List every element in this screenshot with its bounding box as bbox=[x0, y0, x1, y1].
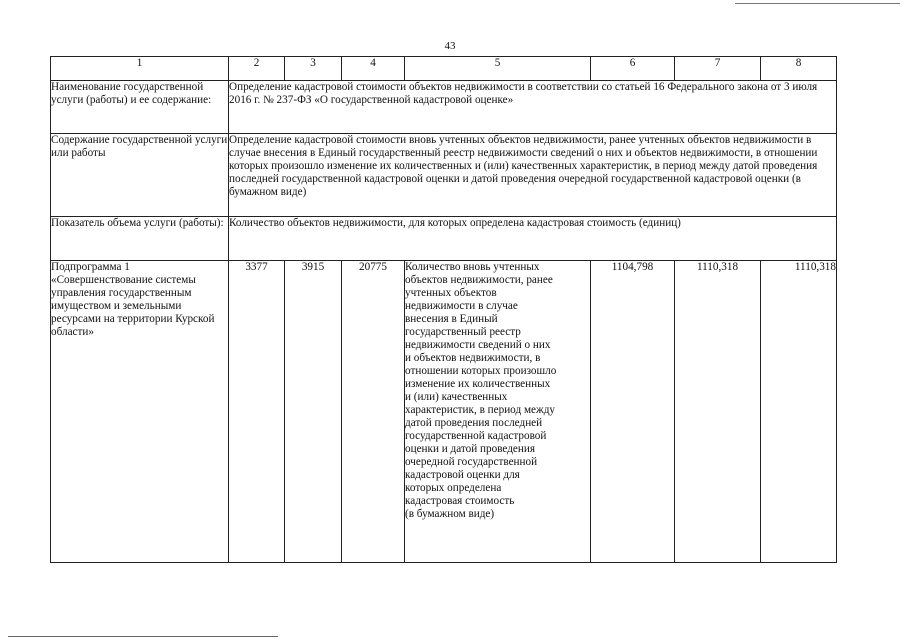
row-content: Определение кадастровой стоимости объектов недвижимости в соответствии со статьей 16 Федерального закона от 3 июля 2016 г. № 237-ФЗ «О государственной кадастровой оценке» bbox=[229, 81, 837, 134]
row-label: Содержание государственной услуги или работы bbox=[51, 134, 229, 217]
description-line: учтенных объектов bbox=[405, 287, 497, 299]
value-col-3: 3915 bbox=[285, 261, 342, 563]
description-line: (в бумажном виде) bbox=[405, 508, 495, 520]
description-line: недвижимости сведений о них bbox=[405, 339, 551, 351]
description-line: Количество вновь учтенных bbox=[405, 261, 540, 273]
description-line: очередной государственной bbox=[405, 456, 538, 468]
value-col-4: 20775 bbox=[342, 261, 405, 563]
column-number-row bbox=[51, 57, 837, 81]
subprogram-table bbox=[50, 56, 837, 563]
indicator-description bbox=[405, 261, 591, 563]
value-col-6: 1104,798 bbox=[591, 261, 675, 563]
description-line: характеристик, в период между bbox=[405, 404, 555, 416]
description-line: датой проведения последней bbox=[405, 417, 543, 429]
col-header-8: 8 bbox=[761, 57, 837, 81]
row-content: Количество объектов недвижимости, для которых определена кадастровая стоимость (единиц) bbox=[229, 217, 837, 261]
description-line: недвижимости в случае bbox=[405, 300, 518, 312]
description-line: и (или) качественных bbox=[405, 391, 508, 403]
col-header-6: 6 bbox=[591, 57, 675, 81]
description-line: внесения в Единый bbox=[405, 313, 498, 325]
col-header-3: 3 bbox=[285, 57, 342, 81]
value-col-2: 3377 bbox=[229, 261, 285, 563]
volume-indicator-row bbox=[51, 217, 837, 261]
description-line: оценки и датой проведения bbox=[405, 443, 536, 455]
row-content: Определение кадастровой стоимости вновь учтенных объектов недвижимости, ранее учтенных объектов недвижимости в случае внесения в Единый государственный реестр недвижимости сведений о них и объектов недвижимости, в отношении которых произошло изменение их количественных и (или) качественных характеристик, в период между датой проведения последней государственной кадастровой оценки и датой проведения очередной государственной кадастровой оценки (в бумажном виде) bbox=[229, 134, 837, 217]
col-header-4: 4 bbox=[342, 57, 405, 81]
description-line: изменение их количественных bbox=[405, 378, 551, 390]
value-col-8: 1110,318 bbox=[761, 261, 837, 563]
col-header-2: 2 bbox=[229, 57, 285, 81]
col-header-5: 5 bbox=[405, 57, 591, 81]
top-margin-rule bbox=[735, 3, 900, 4]
description-line: объектов недвижимости, ранее bbox=[405, 274, 553, 286]
value-col-7: 1110,318 bbox=[675, 261, 761, 563]
row-label: Показатель объема услуги (работы): bbox=[51, 217, 229, 261]
subprogram-row bbox=[51, 261, 837, 563]
description-line: кадастровой оценки для bbox=[405, 469, 520, 481]
service-name-row bbox=[51, 81, 837, 134]
subprogram-label: Подпрограмма 1 «Совершенствование системы управления государственным имуществом и земельными ресурсами на территории Курской области» bbox=[51, 261, 229, 563]
description-line: и объектов недвижимости, в bbox=[405, 352, 541, 364]
description-line: отношении которых произошло bbox=[405, 365, 557, 377]
bottom-margin-rule bbox=[8, 636, 278, 637]
row-label: Наименование государственной услуги (работы) и ее содержание: bbox=[51, 81, 229, 134]
description-line: кадастровая стоимость bbox=[405, 495, 515, 507]
description-line: государственный реестр bbox=[405, 326, 521, 338]
service-content-row bbox=[51, 134, 837, 217]
description-line: государственной кадастровой bbox=[405, 430, 547, 442]
page-number: 43 bbox=[444, 40, 456, 52]
description-line: которых определена bbox=[405, 482, 502, 494]
col-header-7: 7 bbox=[675, 57, 761, 81]
col-header-1: 1 bbox=[51, 57, 229, 81]
